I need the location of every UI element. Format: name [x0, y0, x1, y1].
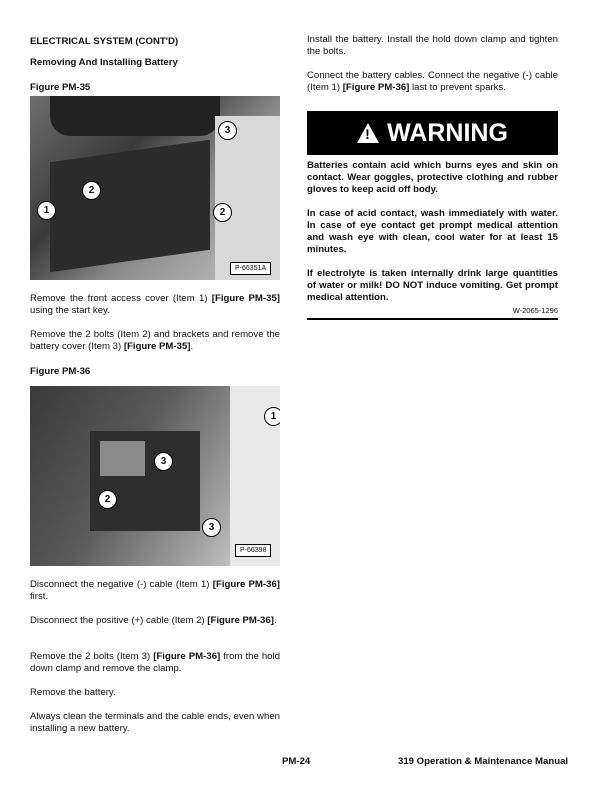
callout-3: 3 — [154, 452, 173, 471]
warning-banner — [307, 111, 558, 155]
warning-title: WARNING — [387, 119, 508, 147]
battery-cover-shape — [50, 140, 210, 272]
figure-pm36-photo — [30, 386, 280, 566]
page-number: PM-24 — [282, 756, 311, 767]
paragraph: Install the battery. Install the hold down clamp and tighten the bolts. — [307, 34, 558, 57]
paragraph: Remove the battery. — [30, 687, 116, 698]
callout-3: 3 — [218, 121, 237, 140]
warning-text: If electrolyte is taken internally drink large quantities of water or milk! DO NOT induce vomiting. Get prompt medical attention. — [307, 268, 558, 303]
manual-title: 319 Operation & Maintenance Manual — [398, 756, 569, 767]
figure-title: Figure PM-35 — [30, 82, 91, 93]
subsection-heading: Removing And Installing Battery — [30, 57, 178, 68]
figure-title: Figure PM-36 — [30, 366, 91, 377]
paragraph: Remove the 2 bolts (Item 2) and brackets and remove the battery cover (Item 3) [Figure PM-35]. — [30, 329, 280, 352]
paragraph: Remove the 2 bolts (Item 3) [Figure PM-36] from the hold down clamp and remove the clamp. — [30, 651, 280, 674]
photo-id: P-66398 — [235, 544, 271, 557]
callout-2: 2 — [98, 490, 117, 509]
section-heading: ELECTRICAL SYSTEM (CONT'D) — [30, 36, 179, 47]
paragraph: Disconnect the negative (-) cable (Item 1) [Figure PM-36] first. — [30, 579, 280, 602]
callout-1: 1 — [37, 201, 56, 220]
warning-text: In case of acid contact, wash immediately with water. In case of eye contact get prompt medical attention and wash eye with clean, cool water for at least 15 minutes. — [307, 208, 558, 255]
paragraph: Connect the battery cables. Connect the negative (-) cable (Item 1) [Figure PM-36] last to prevent sparks. — [307, 70, 558, 93]
callout-1: 1 — [264, 407, 280, 426]
callout-3b: 3 — [202, 518, 221, 537]
paragraph: Disconnect the positive (+) cable (Item 2) [Figure PM-36]. — [30, 615, 277, 626]
callout-2: 2 — [82, 181, 101, 200]
paragraph: Remove the front access cover (Item 1) [Figure PM-35] using the start key. — [30, 293, 280, 316]
photo-id: P-66351A — [230, 262, 271, 275]
callout-2b: 2 — [213, 203, 232, 222]
terminal-cap-shape — [100, 441, 145, 476]
figure-pm35-photo — [30, 96, 280, 280]
warning-text: Batteries contain acid which burns eyes and skin on contact. Wear goggles, protective clothing and rubber gloves to keep acid off body. — [307, 160, 558, 195]
paragraph: Always clean the terminals and the cable ends, even when installing a new battery. — [30, 711, 280, 734]
warning-triangle-icon: ! — [357, 123, 379, 143]
divider — [307, 318, 558, 320]
seat-shape — [50, 96, 220, 136]
machine-panel-shape — [215, 116, 280, 280]
warning-code: W-2065-1296 — [512, 306, 558, 315]
